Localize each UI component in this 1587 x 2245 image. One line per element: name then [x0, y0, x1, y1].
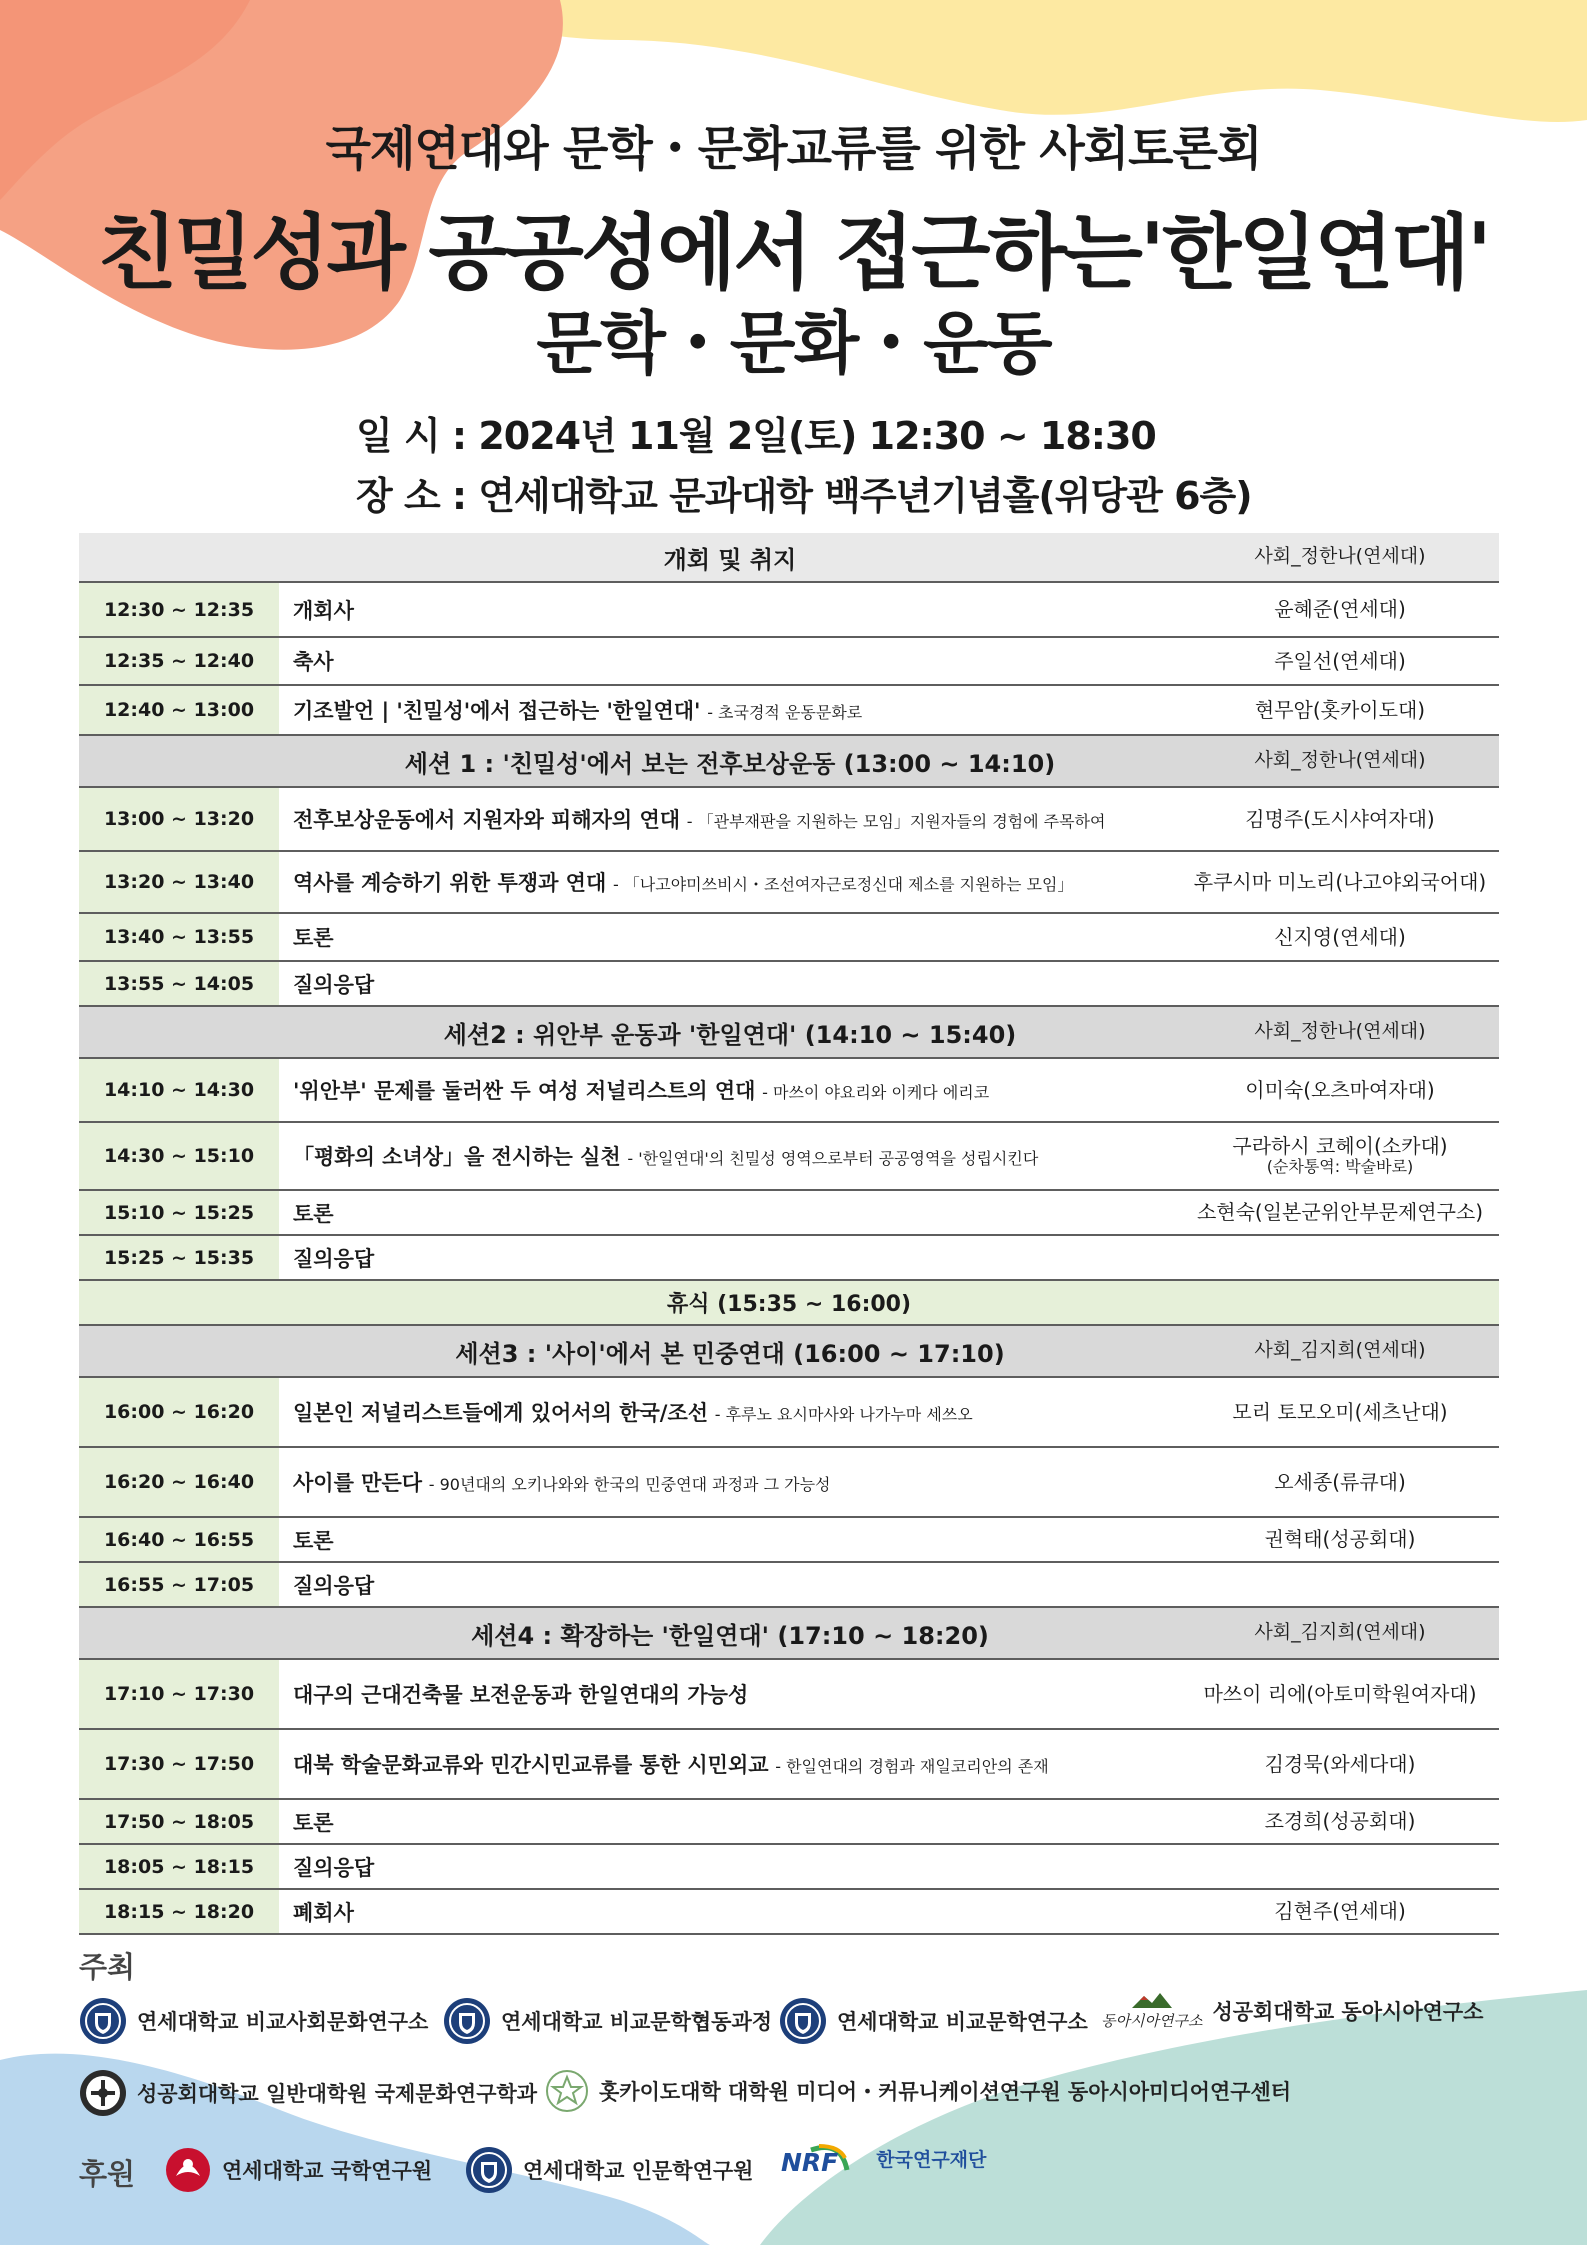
event-title: 친밀성과 공공성에서 접근하는'한일연대' — [98, 206, 1489, 301]
program-item — [279, 1897, 1181, 1927]
time-slot: 16:55 ~ 17:05 — [79, 1563, 279, 1606]
program-item — [279, 1679, 1181, 1709]
yonsei-shield-logo — [465, 2146, 513, 2194]
program-row — [79, 1660, 1499, 1730]
program-subtitle: - 「관부재판을 지원하는 모임」지원자들의 경험에 주목하여 — [686, 812, 1106, 831]
sungkonghoe-seal-logo — [79, 2069, 127, 2117]
time-slot: 18:15 ~ 18:20 — [79, 1890, 279, 1933]
program-item — [279, 1852, 1181, 1882]
program-title: 「평화의 소녀상」을 전시하는 실천 — [293, 1145, 621, 1169]
program-item — [279, 646, 1181, 676]
speaker — [1181, 926, 1499, 949]
event-date — [356, 405, 1156, 460]
section-title: 세션2 : 위안부 운동과 '한일연대' (14:10 ~ 15:40) — [443, 1020, 1017, 1049]
speaker — [1181, 1201, 1499, 1224]
program-row — [79, 1059, 1499, 1123]
speaker-name: 현무암(홋카이도대) — [1254, 697, 1426, 722]
program-title: 역사를 계승하기 위한 투쟁과 연대 — [293, 871, 607, 895]
speaker-name: 모리 토모오미(세츠난대) — [1232, 1399, 1448, 1424]
program-item — [279, 969, 1181, 999]
logo-text: 동아시아연구소 — [1101, 2012, 1203, 2030]
program-item — [279, 1075, 1181, 1105]
time-slot: 13:55 ~ 14:05 — [79, 962, 279, 1005]
section-title: 세션3 : '사이'에서 본 민중연대 (16:00 ~ 17:10) — [455, 1339, 1005, 1368]
time-slot: 17:30 ~ 17:50 — [79, 1730, 279, 1798]
org-name: 연세대학교 국학연구원 — [222, 2159, 433, 2183]
speaker — [1181, 1135, 1499, 1176]
program-subtitle: - 「나고야미쓰비시・조선여자근로정신대 제소를 지원하는 모임」 — [612, 875, 1074, 894]
red-emblem-logo — [164, 2146, 212, 2194]
speaker-name: 구라하시 코헤이(소카대) — [1232, 1134, 1448, 1159]
program-row — [79, 1123, 1499, 1191]
org-name: 홋카이도대학 대학원 미디어・커뮤니케이션연구원 동아시아미디어연구센터 — [599, 2080, 1292, 2104]
program-row — [79, 914, 1499, 962]
speaker-name: 소현숙(일본군위안부문제연구소) — [1196, 1200, 1484, 1224]
moderator: 사회_정한나(연세대) — [1254, 1020, 1426, 1043]
speaker-name: 주일선(연세대) — [1274, 648, 1406, 673]
break-label: 휴식 (15:35 ~ 16:00) — [666, 1292, 912, 1317]
org-name: 성공회대학교 동아시아연구소 — [1212, 1999, 1484, 2024]
program-title: 대북 학술문화교류와 민간시민교류를 통한 시민외교 — [293, 1753, 769, 1777]
break-row — [79, 1281, 1499, 1326]
program-row — [79, 583, 1499, 638]
program-row — [79, 1518, 1499, 1563]
speaker-name: 권혁태(성공회대) — [1264, 1527, 1416, 1551]
section-title: 세션 1 : '친밀성'에서 보는 전후보상운동 (13:00 ~ 14:10) — [404, 749, 1056, 778]
host-org-2 — [443, 1997, 772, 2045]
program-title: 질의응답 — [293, 1246, 375, 1271]
place-value: 연세대학교 문과대학 백주년기념홀(위당관 6층) — [478, 474, 1252, 518]
event-place — [356, 465, 1252, 520]
sponsor-org-3 — [781, 2140, 986, 2177]
org-name: 성공회대학교 일반대학원 국제문화연구학과 — [137, 2082, 538, 2106]
program-item — [279, 695, 1181, 725]
host-org-4 — [1101, 1990, 1483, 2031]
program-item — [279, 1525, 1181, 1555]
org-name: 연세대학교 비교문학연구소 — [837, 2010, 1088, 2034]
program-item — [279, 1749, 1181, 1779]
speaker-name: 김명주(도시샤여자대) — [1245, 806, 1435, 831]
time-slot: 18:05 ~ 18:15 — [79, 1845, 279, 1888]
nrf-logo — [781, 2140, 838, 2177]
program-row — [79, 852, 1499, 914]
moderator: 사회_김지희(연세대) — [1254, 1339, 1426, 1362]
yonsei-shield-logo — [79, 1997, 127, 2045]
program-title: 질의응답 — [293, 1573, 375, 1598]
speaker-name: 이미숙(오츠마여자대) — [1245, 1077, 1435, 1102]
program-title: '위안부' 문제를 둘러싼 두 여성 저널리스트의 연대 — [293, 1079, 756, 1103]
speaker — [1181, 1079, 1499, 1102]
program-item — [279, 1397, 1181, 1427]
session-header-row — [79, 736, 1499, 788]
opening-header-row — [79, 533, 1499, 583]
speaker-name: 조경희(성공회대) — [1264, 1809, 1416, 1833]
event-title-line2: 문학・문화・운동 — [536, 305, 1051, 384]
section-title: 개회 및 취지 — [663, 545, 797, 574]
program-title: 일본인 저널리스트들에게 있어서의 한국/조선 — [293, 1401, 709, 1425]
date-label: 일 시 : — [356, 414, 467, 458]
program-row — [79, 686, 1499, 736]
speaker — [1181, 1810, 1499, 1833]
time-slot: 16:20 ~ 16:40 — [79, 1448, 279, 1516]
program-row — [79, 1563, 1499, 1608]
time-slot: 17:10 ~ 17:30 — [79, 1660, 279, 1728]
org-name: 연세대학교 인문학연구원 — [523, 2159, 754, 2183]
program-subtitle: - 90년대의 오키나와와 한국의 민중연대 과정과 그 가능성 — [428, 1475, 831, 1494]
host-org-1 — [79, 1997, 428, 2045]
speaker — [1181, 699, 1499, 722]
program-subtitle: - '한일연대'의 친밀성 영역으로부터 공공영역을 성립시킨다 — [627, 1149, 1039, 1168]
time-slot: 14:10 ~ 14:30 — [79, 1059, 279, 1121]
time-slot: 15:25 ~ 15:35 — [79, 1236, 279, 1279]
date-value: 2024년 11월 2일(토) 12:30 ~ 18:30 — [478, 414, 1156, 458]
program-title: 대구의 근대건축물 보전운동과 한일연대의 가능성 — [293, 1683, 749, 1707]
speaker — [1181, 871, 1499, 894]
program-row — [79, 1448, 1499, 1518]
program-item — [279, 595, 1181, 625]
program-item — [279, 867, 1181, 897]
speaker-name: 김현주(연세대) — [1274, 1899, 1406, 1923]
program-subtitle: - 초국경적 운동문화로 — [707, 703, 863, 722]
org-name: 연세대학교 비교사회문화연구소 — [137, 2010, 429, 2034]
yonsei-shield-logo — [779, 1997, 827, 2045]
program-subtitle: - 후루노 요시마사와 나가누마 세쓰오 — [714, 1405, 973, 1424]
program-subtitle: - 마쓰이 야요리와 이케다 에리코 — [762, 1083, 990, 1102]
program-row — [79, 1236, 1499, 1281]
program-item — [279, 922, 1181, 952]
time-slot: 13:20 ~ 13:40 — [79, 852, 279, 912]
time-slot: 17:50 ~ 18:05 — [79, 1800, 279, 1843]
moderator: 사회_정한나(연세대) — [1254, 749, 1426, 772]
program-title: 토론 — [293, 926, 334, 950]
logo-text: NRF — [781, 2148, 839, 2177]
speaker — [1181, 598, 1499, 621]
time-slot: 12:40 ~ 13:00 — [79, 686, 279, 734]
program-item — [279, 804, 1181, 834]
yonsei-shield-logo — [443, 1997, 491, 2045]
session-header-row — [79, 1007, 1499, 1059]
program-row — [79, 1191, 1499, 1236]
host-org-3 — [779, 1997, 1088, 2045]
program-row — [79, 962, 1499, 1007]
east-asia-institute-logo — [1101, 1990, 1202, 2031]
speaker — [1181, 1401, 1499, 1424]
host-org-5 — [79, 2069, 537, 2117]
program-title: 축사 — [293, 650, 334, 674]
time-slot: 12:35 ~ 12:40 — [79, 638, 279, 684]
program-item — [279, 1243, 1181, 1273]
moderator: 사회_정한나(연세대) — [1254, 545, 1426, 568]
program-row — [79, 1730, 1499, 1800]
hosts-label: 주최 — [79, 1950, 136, 1984]
program-title: 질의응답 — [293, 1855, 375, 1880]
speaker-name: 윤혜준(연세대) — [1274, 597, 1406, 621]
program-row — [79, 1378, 1499, 1448]
speaker-name: 마쓰이 리에(아토미학원여자대) — [1203, 1681, 1477, 1706]
session-header-row — [79, 1326, 1499, 1378]
time-slot: 16:40 ~ 16:55 — [79, 1518, 279, 1561]
time-slot: 13:00 ~ 13:20 — [79, 788, 279, 850]
speaker-name: 신지영(연세대) — [1274, 924, 1406, 949]
sponsor-org-2 — [465, 2146, 753, 2194]
speaker — [1181, 1900, 1499, 1923]
org-name: 한국연구재단 — [876, 2149, 987, 2171]
program-title: 개회사 — [293, 598, 354, 623]
time-slot: 14:30 ~ 15:10 — [79, 1123, 279, 1189]
place-label: 장 소 : — [356, 474, 467, 518]
host-org-6 — [545, 2069, 1291, 2113]
moderator: 사회_김지희(연세대) — [1254, 1621, 1426, 1644]
program-row — [79, 1800, 1499, 1845]
program-subtitle: - 한일연대의 경험과 재일코리안의 존재 — [775, 1757, 1049, 1776]
program-title: 기조발언 | '친밀성'에서 접근하는 '한일연대' — [293, 699, 701, 723]
hokkaido-seal-logo — [545, 2069, 589, 2113]
org-name: 연세대학교 비교문학협동과정 — [501, 2010, 773, 2034]
program-title: 폐회사 — [293, 1900, 354, 1925]
time-slot: 12:30 ~ 12:35 — [79, 583, 279, 636]
speaker — [1181, 650, 1499, 673]
speaker-name: 김경묵(와세다대) — [1264, 1751, 1416, 1776]
session-header-row — [79, 1608, 1499, 1660]
program-title: 사이를 만든다 — [293, 1471, 423, 1495]
speaker-name: 후쿠시마 미노리(나고야외국어대) — [1193, 869, 1487, 894]
program-title: 토론 — [293, 1528, 334, 1553]
speaker — [1181, 1683, 1499, 1706]
sponsor-org-1 — [164, 2146, 432, 2194]
program-item — [279, 1198, 1181, 1228]
time-slot: 15:10 ~ 15:25 — [79, 1191, 279, 1234]
section-title: 세션4 : 확장하는 '한일연대' (17:10 ~ 18:20) — [471, 1621, 989, 1650]
speaker — [1181, 808, 1499, 831]
interpreter-note: (순차통역: 박술바로) — [1266, 1157, 1414, 1177]
speaker — [1181, 1471, 1499, 1494]
program-item — [279, 1807, 1181, 1837]
speaker-name: 오세종(류큐대) — [1274, 1469, 1406, 1494]
schedule-table — [79, 533, 1499, 1935]
sponsors-label: 후원 — [79, 2157, 136, 2191]
program-title: 질의응답 — [293, 972, 375, 997]
speaker — [1181, 1528, 1499, 1551]
program-row — [79, 1845, 1499, 1890]
program-title: 전후보상운동에서 지원자와 피해자의 연대 — [293, 808, 681, 832]
program-title: 토론 — [293, 1201, 334, 1226]
program-row — [79, 638, 1499, 686]
time-slot: 13:40 ~ 13:55 — [79, 914, 279, 960]
program-item — [279, 1570, 1181, 1600]
speaker — [1181, 1753, 1499, 1776]
event-subtitle: 국제연대와 문학・문화교류를 위한 사회토론회 — [325, 122, 1262, 177]
program-item — [279, 1467, 1181, 1497]
program-row — [79, 788, 1499, 852]
program-row — [79, 1890, 1499, 1935]
time-slot: 16:00 ~ 16:20 — [79, 1378, 279, 1446]
program-title: 토론 — [293, 1810, 334, 1835]
program-item — [279, 1141, 1181, 1171]
